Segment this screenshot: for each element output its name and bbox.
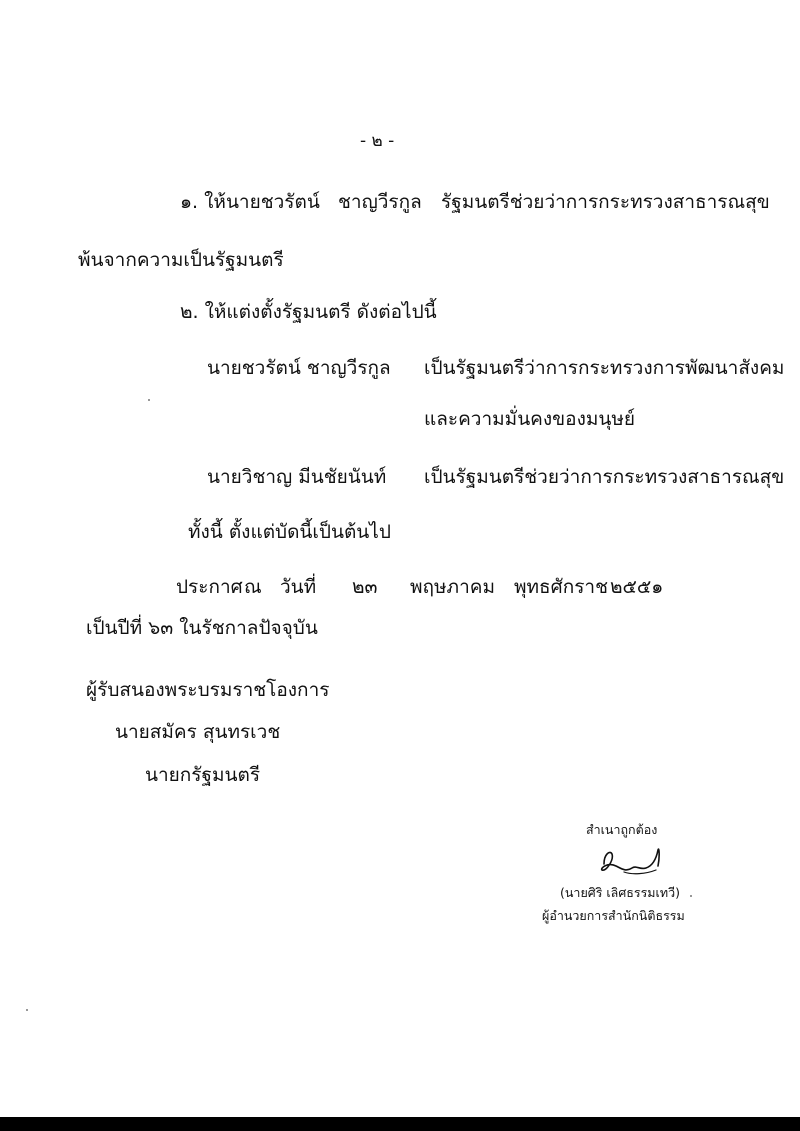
scan-speck	[148, 399, 150, 401]
item1-number-title: ๑. ให้นายชวรัตน์	[180, 191, 320, 213]
countersign-title: นายกรัฐมนตรี	[145, 764, 261, 786]
appointment-2-name: นายวิชาญ มีนชัยนันท์	[207, 466, 387, 488]
certifier-name: (นายศิริ เลิศธรรมเทวี)	[560, 885, 680, 900]
announcement-at: ณ	[244, 576, 262, 598]
appointment-1-name: นายชวรัตน์ ชาญวีรกูล	[207, 357, 391, 379]
certified-copy-label: สำเนาถูกต้อง	[586, 822, 658, 837]
item2-heading: ๒. ให้แต่งตั้งรัฐมนตรี ดังต่อไปนี้	[180, 301, 437, 323]
page-number: - ๒ -	[360, 131, 395, 151]
handwritten-signature	[598, 842, 668, 878]
announcement-date-label: วันที่	[280, 576, 317, 598]
appointment-2-position-line1: เป็นรัฐมนตรีช่วยว่าการกระทรวงสาธารณสุข	[424, 466, 785, 488]
announcement-prefix: ประกาศ	[176, 576, 243, 598]
scan-bottom-border	[0, 1117, 800, 1131]
appointment-1-position-line2: และความมั่นคงของมนุษย์	[424, 408, 636, 430]
item1-position: รัฐมนตรีช่วยว่าการกระทรวงสาธารณสุข	[441, 191, 770, 213]
scan-speck	[26, 1009, 28, 1011]
certifier-title: ผู้อำนวยการสำนักนิติธรรม	[542, 908, 685, 923]
item1-surname: ชาญวีรกูล	[338, 191, 422, 213]
announcement-day: ๒๓	[352, 576, 378, 598]
countersign-label: ผู้รับสนองพระบรมราชโองการ	[86, 679, 330, 701]
effective-clause: ทั้งนี้ ตั้งแต่บัดนี้เป็นต้นไป	[188, 521, 391, 543]
announcement-year: ๒๕๕๑	[610, 576, 664, 598]
announcement-month: พฤษภาคม	[410, 576, 495, 598]
countersign-name: นายสมัคร สุนทรเวช	[115, 721, 281, 743]
announcement-era: พุทธศักราช	[514, 576, 608, 598]
appointment-1-position-line1: เป็นรัฐมนตรีว่าการกระทรวงการพัฒนาสังคม	[424, 357, 785, 379]
scan-speck	[690, 895, 692, 897]
item1-continuation: พ้นจากความเป็นรัฐมนตรี	[78, 249, 284, 271]
announcement-reign-line: เป็นปีที่ ๖๓ ในรัชกาลปัจจุบัน	[86, 617, 318, 639]
